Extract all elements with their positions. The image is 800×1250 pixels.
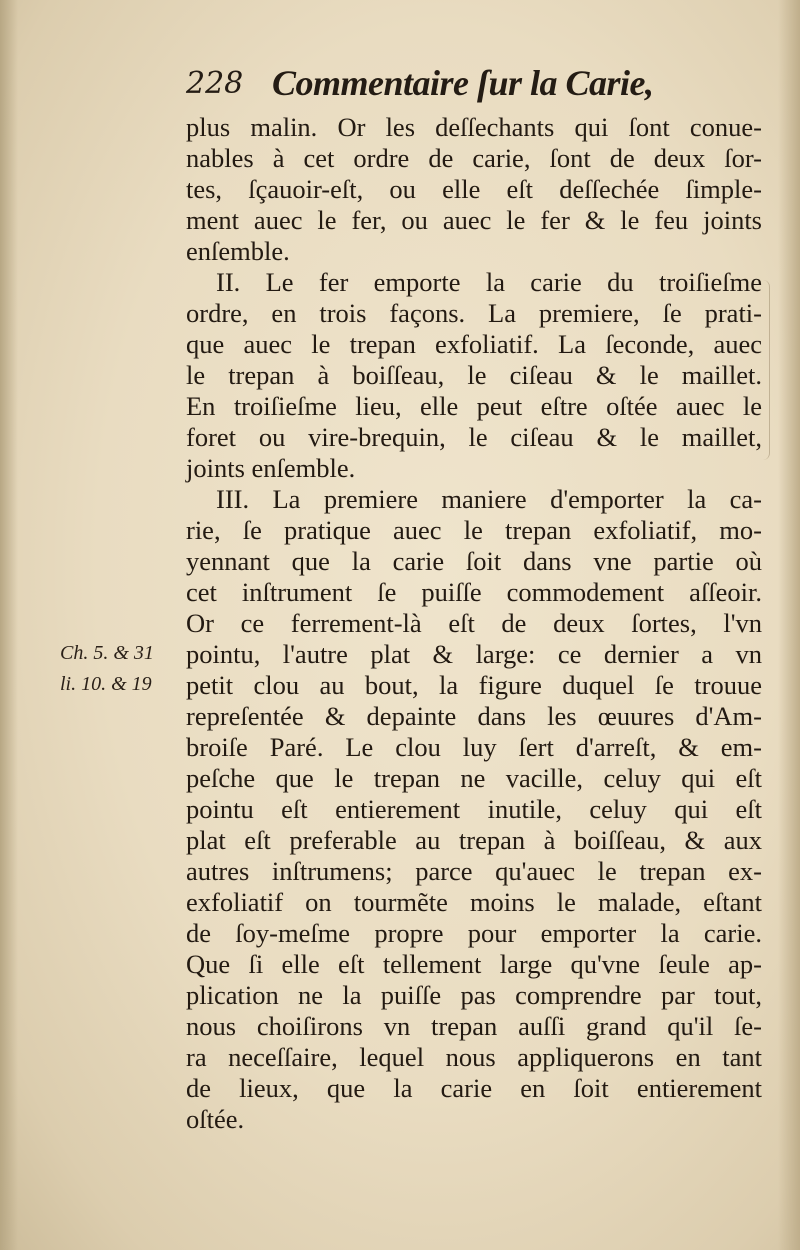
text-line: cet inſtrument ſe puiſſe commodement aſſeoir. — [186, 577, 762, 607]
text-line: pointu eſt entierement inutile, celuy qui eſt — [186, 794, 762, 824]
margin-reference-line: li. 10. & 19 — [60, 673, 152, 695]
text-line: que auec le trepan exfoliatif. La ſeconde, auec — [186, 329, 762, 359]
margin-reference-line: Ch. 5. & 31 — [60, 642, 154, 664]
text-line: En troiſieſme lieu, elle peut eſtre oſtée auec le — [186, 391, 762, 421]
text-line: broiſe Paré. Le clou luy ſert d'arreſt, & em- — [186, 732, 762, 762]
text-line: exfoliatif on tourmẽte moins le malade, eſtant — [186, 887, 762, 917]
text-line: rie, ſe pratique auec le trepan exfoliatif, mo- — [186, 515, 762, 545]
margin-reference — [60, 638, 180, 700]
body-text — [186, 112, 762, 1135]
page-shadow-right — [778, 0, 800, 1250]
text-line: repreſentée & depainte dans les œuures d'Am- — [186, 701, 762, 731]
text-line: enſemble. — [186, 236, 290, 266]
text-line: ordre, en trois façons. La premiere, ſe prati- — [186, 298, 762, 328]
text-line: de ſoy-meſme propre pour emporter la carie. — [186, 918, 762, 948]
paragraph-start-line: II. Le fer emporte la carie du troiſieſme — [216, 267, 762, 297]
text-line: nous choiſirons vn trepan auſſi grand qu'il ſe- — [186, 1011, 762, 1041]
text-line: de lieux, que la carie en ſoit entierement — [186, 1073, 762, 1103]
text-line: autres inſtrumens; parce qu'auec le trepan ex- — [186, 856, 762, 886]
page-number: 228 — [186, 66, 244, 101]
text-line: peſche que le trepan ne vacille, celuy qui eſt — [186, 763, 762, 793]
text-line: ment auec le fer, ou auec le fer & le feu joints — [186, 205, 762, 235]
paper-fold-mark — [763, 280, 770, 460]
text-line: le trepan à boiſſeau, le ciſeau & le maillet. — [186, 360, 762, 390]
text-line: Que ſi elle eſt tellement large qu'vne ſeule ap- — [186, 949, 762, 979]
text-line: tes, ſçauoir-eſt, ou elle eſt deſſechée ſimple- — [186, 174, 762, 204]
text-line: plat eſt preferable au trepan à boiſſeau, & aux — [186, 825, 762, 855]
text-line: oſtée. — [186, 1104, 245, 1134]
text-line: yennant que la carie ſoit dans vne partie où — [186, 546, 762, 576]
paragraph-start-line: III. La premiere maniere d'emporter la ca- — [216, 484, 762, 514]
text-line: plus malin. Or les deſſechants qui ſont conue- — [186, 112, 762, 142]
text-line: petit clou au bout, la figure duquel ſe trouue — [186, 670, 762, 700]
page-header — [186, 62, 706, 112]
text-line: foret ou vire-brequin, le ciſeau & le maillet, — [186, 422, 762, 452]
page-shadow-left — [0, 0, 18, 1250]
text-line: joints enſemble. — [186, 453, 356, 483]
text-line: ra neceſſaire, lequel nous appliquerons en tant — [186, 1042, 762, 1072]
text-line: Or ce ferrement-là eſt de deux ſortes, l'vn — [186, 608, 762, 638]
text-line: plication ne la puiſſe pas comprendre par tout, — [186, 980, 762, 1010]
text-line: pointu, l'autre plat & large: ce dernier a vn — [186, 639, 762, 669]
text-line: nables à cet ordre de carie, ſont de deux ſor- — [186, 143, 762, 173]
running-title: Commentaire ſur la Carie, — [272, 63, 654, 103]
